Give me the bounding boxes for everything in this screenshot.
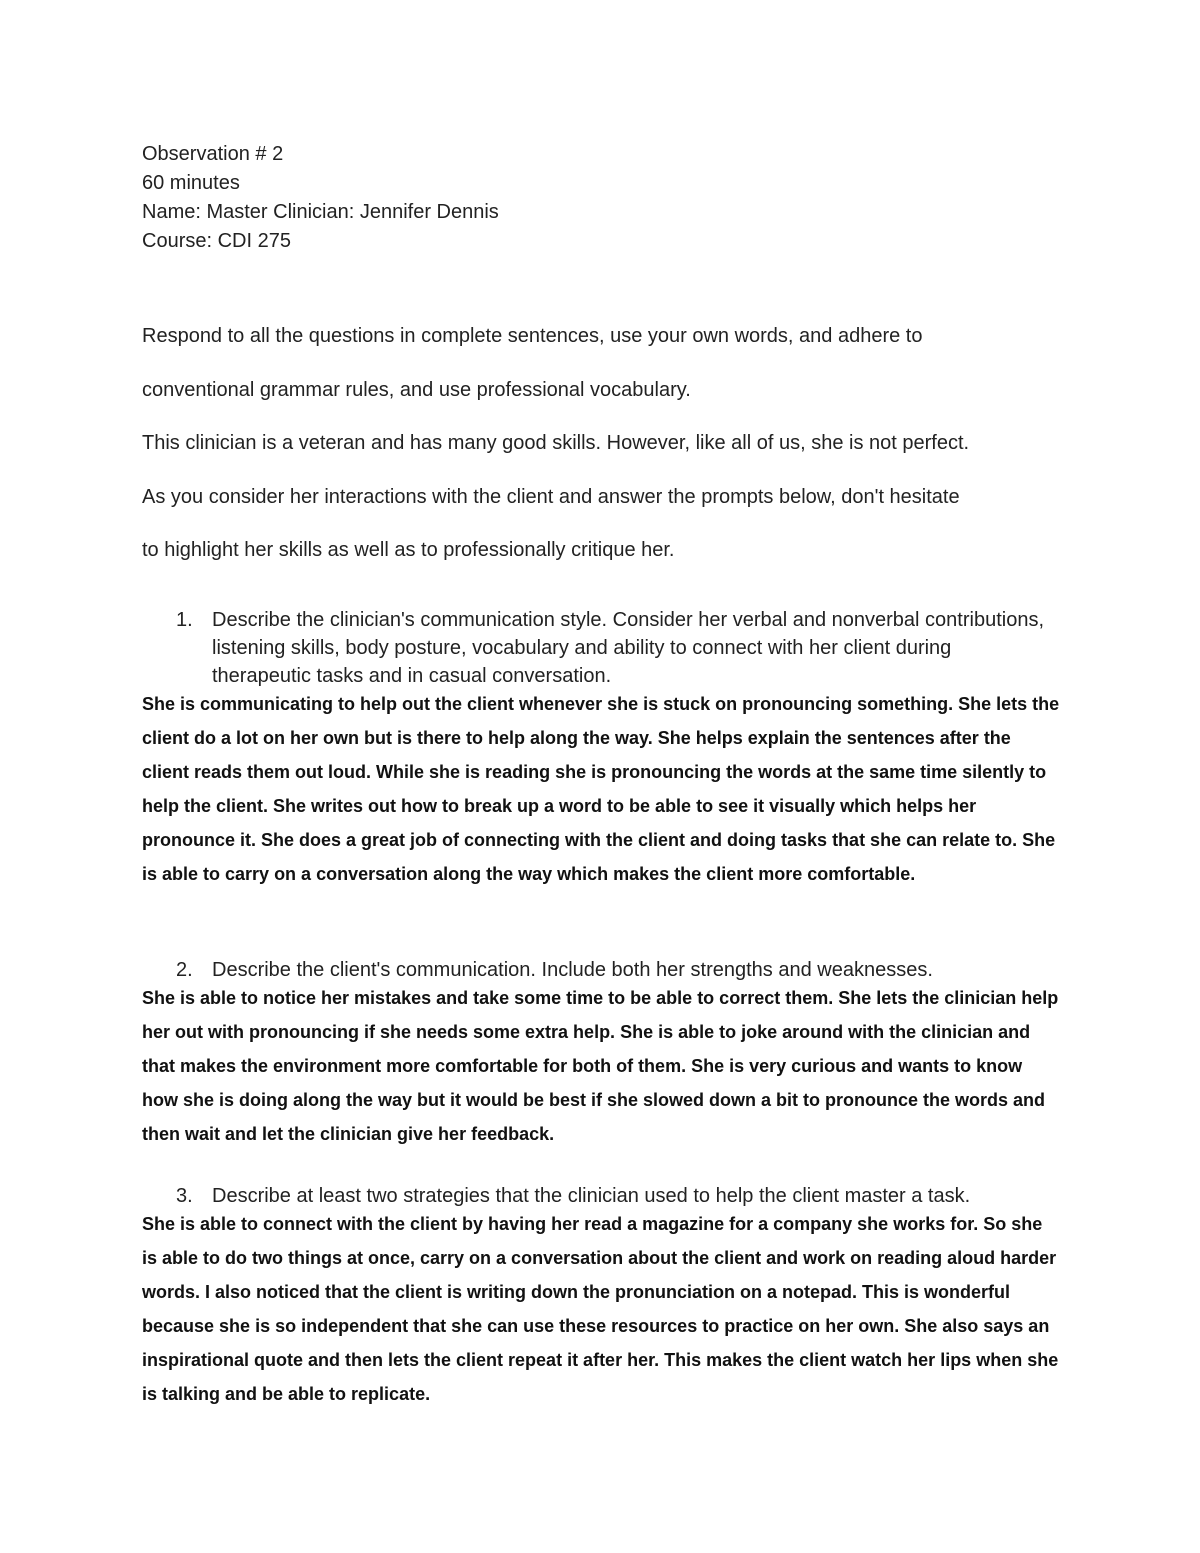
clinician-name: Name: Master Clinician: Jennifer Dennis xyxy=(142,201,499,223)
question-number: 2. xyxy=(176,959,193,981)
question-1 xyxy=(176,606,1046,690)
course: Course: CDI 275 xyxy=(142,230,291,252)
question-text: Describe at least two strategies that the clinician used to help the client master a task. xyxy=(212,1185,971,1207)
question-2 xyxy=(176,956,1046,984)
instructions-line: This clinician is a veteran and has many good skills. However, like all of us, she is not perfect. xyxy=(142,432,970,454)
observation-number: Observation # 2 xyxy=(142,143,284,165)
instructions-line: Respond to all the questions in complete sentences, use your own words, and adhere to xyxy=(142,325,923,347)
question-text: Describe the client's communication. Include both her strengths and weaknesses. xyxy=(212,959,933,981)
answer-1: She is communicating to help out the client whenever she is stuck on pronouncing something. She lets the client do a lot on her own but is there to help along the way. She helps explain the sentences after the client reads them out loud. While she is reading she is pronouncing the words at the same time silently to help the client. She writes out how to break up a word to be able to see it visually which helps her pronounce it. She does a great job of connecting with the client and doing tasks that she can relate to. She is able to carry on a conversation along the way which makes the client more comfortable. xyxy=(142,694,1060,884)
instructions xyxy=(142,310,1062,578)
instructions-line: conventional grammar rules, and use professional vocabulary. xyxy=(142,378,691,401)
question-number: 3. xyxy=(176,1185,193,1207)
duration: 60 minutes xyxy=(142,172,240,194)
answer-3: She is able to connect with the client by having her read a magazine for a company she works for. So she is able to do two things at once, carry on a conversation about the client and work on reading aloud harder words. I also noticed that the client is writing down the pronunciation on a notepad. This is wonderful because she is so independent that she can use these resources to practice on her own. She also says an inspirational quote and then lets the client repeat it after her. This makes the client watch her lips when she is talking and be able to replicate. xyxy=(142,1214,1059,1404)
instructions-line: to highlight her skills as well as to professionally critique her. xyxy=(142,539,675,561)
question-number: 1. xyxy=(176,609,193,631)
document-header xyxy=(142,140,1042,256)
answer-2: She is able to notice her mistakes and take some time to be able to correct them. She lets the clinician help her out with pronouncing if she needs some extra help. She is able to joke around with the clinician and that makes the environment more comfortable for both of them. She is very curious and wants to know how she is doing along the way but it would be best if she slowed down a bit to pronounce the words and then wait and let the clinician give her feedback. xyxy=(142,988,1059,1144)
instructions-line: As you consider her interactions with the client and answer the prompts below, don't hesitate xyxy=(142,485,960,508)
question-text: Describe the clinician's communication style. Consider her verbal and nonverbal contributions, listening skills, body posture, vocabulary and ability to connect with her client during therapeutic tasks and in casual conversation. xyxy=(212,609,1045,687)
question-3 xyxy=(176,1182,1046,1210)
